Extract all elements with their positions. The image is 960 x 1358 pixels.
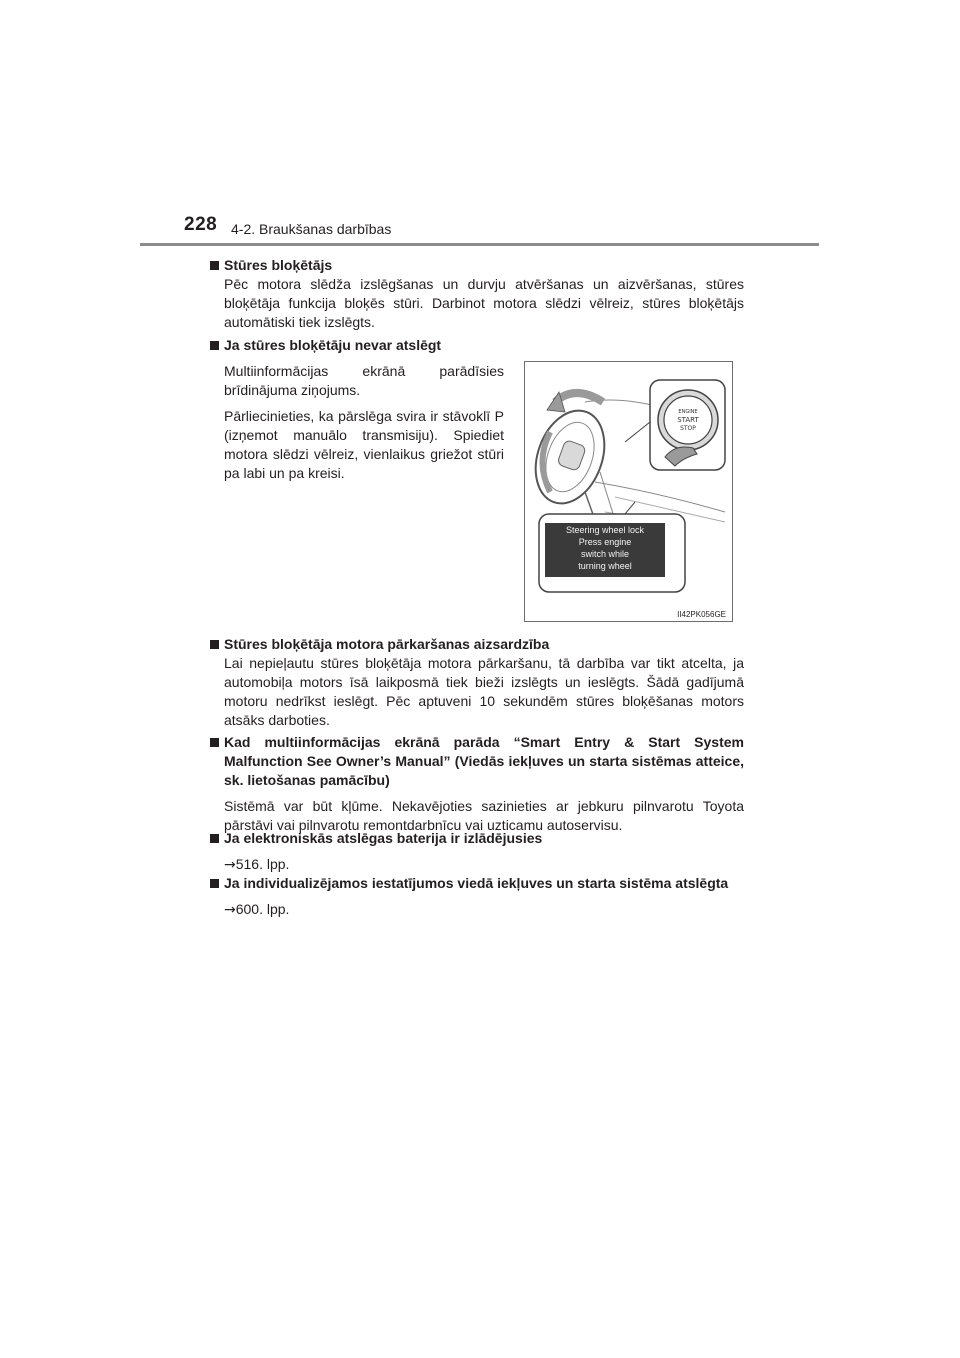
display-message <box>545 523 665 577</box>
button-label-stop: STOP <box>680 425 696 432</box>
heading-text: Ja stūres bloķētāju nevar atslēgt <box>224 337 442 353</box>
paragraph: Pārliecinieties, ka pārslēga svira ir stāvoklī P (izņemot manuālo transmisiju). Spiediet motora slēdzi vēlreiz, vienlaikus griežot stūri pa labi un pa kreisi. <box>224 408 504 481</box>
button-label-start: START <box>677 416 699 424</box>
chapter-title: 4-2. Braukšanas darbības <box>231 221 392 237</box>
message-line: turning wheel <box>578 561 632 571</box>
paragraph: Multiinformācijas ekrānā parādīsies brīdinājuma ziņojums. <box>224 363 504 398</box>
page-number: 228 <box>184 214 218 235</box>
reference-text: 600. lpp. <box>235 901 290 917</box>
message-line: Press engine <box>578 537 632 547</box>
square-bullet-icon <box>210 261 219 270</box>
square-bullet-icon <box>210 640 219 649</box>
section-heading <box>210 733 744 790</box>
section-smart-entry-disabled <box>210 874 744 927</box>
section-body <box>224 275 744 332</box>
section-body <box>224 855 744 875</box>
heading-text: Ja individualizējamos iestatījumos viedā iekļuves un starta sistēma atslēgta <box>224 875 729 891</box>
dashboard-drawing <box>525 362 732 621</box>
square-bullet-icon <box>210 879 219 888</box>
paragraph: Lai nepieļautu stūres bloķētāja motora pārkaršanu, tā darbība var tikt atcelta, ja automobiļa motors īsā laikposmā tiek bieži izslēgts un ieslēgts. Šādā gadījumā motoru nedrīkst ieslēgt. Pēc aptuveni 10 sekundēm stūres bloķēšanas motors atsāks darboties. <box>224 655 744 728</box>
section-body <box>224 362 504 483</box>
steering-lock-illustration <box>524 361 733 622</box>
figure-code: II42PK056GE <box>677 610 726 619</box>
section-heading <box>210 829 744 848</box>
page-reference[interactable] <box>224 900 744 920</box>
heading-text: Kad multiinformācijas ekrānā parāda “Smart Entry & Start System Malfunction See Owner’s Manual” (Viedās iekļuves un starta sistēmas atteice, sk. lietošanas pamācību) <box>224 734 744 788</box>
section-heading <box>210 635 744 654</box>
section-heading <box>210 256 744 275</box>
section-steering-lock <box>210 256 744 339</box>
heading-text: Ja elektroniskās atslēgas baterija ir izlādējusies <box>224 830 543 846</box>
header-rule <box>140 243 819 246</box>
square-bullet-icon <box>210 341 219 350</box>
paragraph: Sistēmā var būt kļūme. Nekavējoties sazinieties ar jebkuru pilnvarotu Toyota pārstāvi vai pilnvarotu remontdarbnīcu vai uzticamu autoservisu. <box>224 798 744 833</box>
reference-text: 516. lpp. <box>235 856 290 872</box>
message-line: switch while <box>580 549 629 559</box>
heading-text: Stūres bloķētājs <box>224 257 333 273</box>
section-heading <box>210 874 744 893</box>
arrow-right-icon: → <box>224 857 236 873</box>
button-label-engine: ENGINE <box>678 409 698 415</box>
square-bullet-icon <box>210 834 219 843</box>
arrow-right-icon: → <box>224 902 236 918</box>
section-malfunction-message <box>210 733 744 842</box>
square-bullet-icon <box>210 738 219 747</box>
message-line: Steering wheel lock <box>565 525 645 535</box>
section-overheat-protection <box>210 635 744 737</box>
section-body <box>224 900 744 920</box>
paragraph: Pēc motora slēdža izslēgšanas un durvju atvēršanas un aizvēršanas, stūres bloķētāja funkcija bloķēs stūri. Darbinot motora slēdzi vēlreiz, stūres bloķētājs automātiski tiek izslēgts. <box>224 276 744 330</box>
page-reference[interactable] <box>224 855 744 875</box>
section-body <box>224 654 744 730</box>
heading-text: Stūres bloķētāja motora pārkaršanas aizsardzība <box>224 636 550 652</box>
section-heading <box>210 336 744 355</box>
